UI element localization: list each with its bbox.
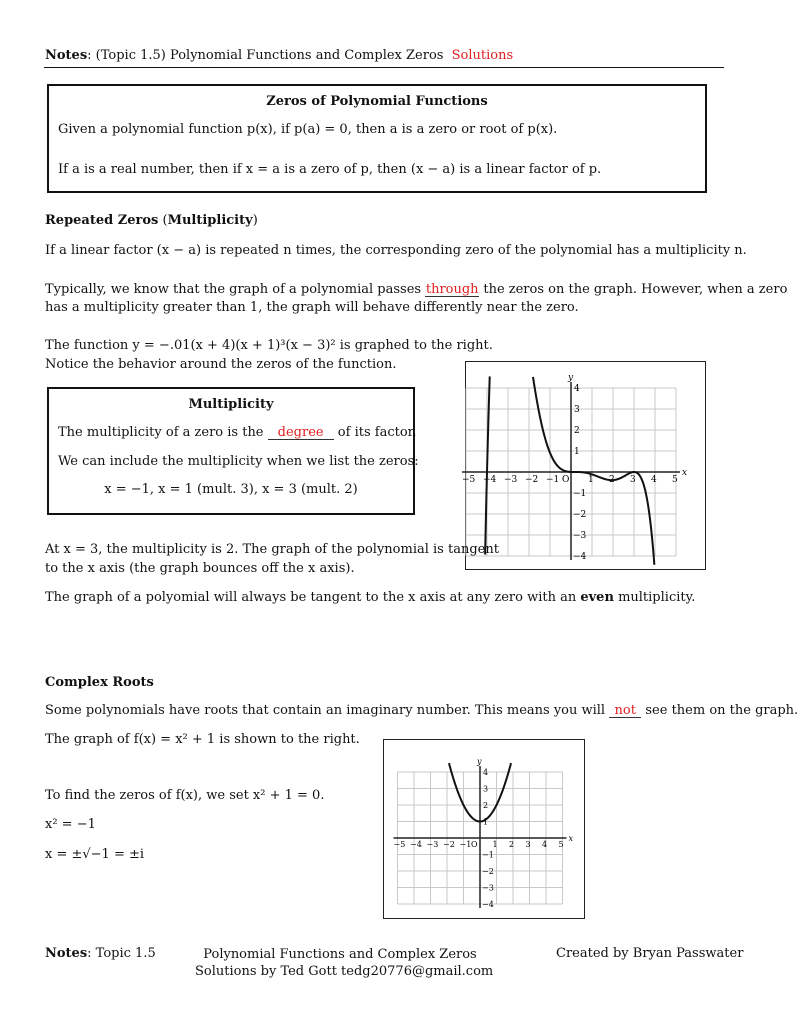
complex-line1 <box>45 703 798 718</box>
multiplicity-box <box>47 387 419 515</box>
multiplicity-line1 <box>58 425 417 440</box>
y-tick-label: 4 <box>574 384 580 394</box>
zeros-box-line1: Given a polynomial function p(x), if p(a) = 0, then a is a zero or root of p(x). <box>58 122 558 137</box>
repeated-zeros-heading <box>45 213 258 228</box>
x-tick-label: 5 <box>672 475 678 485</box>
x-tick-label: −2 <box>525 475 539 485</box>
zeros-definition-box <box>47 84 707 193</box>
x-tick-label: 3 <box>525 840 531 849</box>
zeros-box-title: Zeros of Polynomial Functions <box>266 94 488 109</box>
y-tick-label: 2 <box>574 426 580 436</box>
x-tick-label: O <box>471 840 478 849</box>
y-tick-label: 2 <box>483 801 489 810</box>
y-tick-label: −2 <box>573 510 587 520</box>
complex-line5: x = ±√−1 = ±i <box>45 847 145 862</box>
x-tick-label: 1 <box>492 840 498 849</box>
x-tick-label: −3 <box>504 475 518 485</box>
notes-label: Notes <box>45 48 88 63</box>
heading-repeated: Repeated Zeros <box>45 213 159 228</box>
x-tick-label: 4 <box>651 475 657 485</box>
y-tick-label: −2 <box>482 867 494 876</box>
complex-roots-heading: Complex Roots <box>45 675 154 690</box>
tangent-even: even <box>580 590 614 605</box>
page-header <box>45 48 513 63</box>
y-tick-label: −1 <box>573 489 587 499</box>
footer-topic: : Topic 1.5 <box>87 946 156 961</box>
x-tick-label: 2 <box>509 840 515 849</box>
zeros-box-line2: If a is a real number, then if x = a is a zero of p, then (x − a) is a linear factor of p. <box>58 162 602 177</box>
tangent-line1: At x = 3, the multiplicity is 2. The graph of the polynomial is tangent <box>45 542 499 557</box>
solutions-label: Solutions <box>451 48 514 63</box>
y-tick-label: −4 <box>482 900 494 909</box>
tangent-line3-after: multiplicity. <box>618 590 696 605</box>
x-axis-label: x <box>568 834 574 843</box>
function-line1: The function y = −.01(x + 4)(x + 1)³(x − 3)² is graphed to the right. <box>45 338 493 353</box>
x-tick-label: 5 <box>558 840 564 849</box>
complex-line3: To find the zeros of f(x), we set x² + 1 = 0. <box>45 788 325 803</box>
multiplicity-box-title: Multiplicity <box>188 397 274 412</box>
y-axis-label: y <box>568 373 574 383</box>
tangent-line2: to the x axis (the graph bounces off the x axis). <box>45 561 355 576</box>
y-tick-label: −3 <box>482 883 494 893</box>
polynomial-graph-frame <box>462 361 706 570</box>
polynomial-graph <box>462 362 705 569</box>
y-tick-label: 1 <box>574 447 580 457</box>
y-tick-label: −4 <box>573 552 587 562</box>
tangent-line3-before: The graph of a polyomial will always be tangent to the x axis at any zero with an <box>45 590 577 605</box>
parabola-graph-frame <box>383 739 585 919</box>
x-tick-label: −5 <box>393 840 406 849</box>
x-tick-label: −4 <box>410 840 422 849</box>
heading-paren-close: ) <box>252 213 258 228</box>
heading-paren-open: ( <box>158 213 168 228</box>
heading-multiplicity: Multiplicity <box>167 213 253 228</box>
y-tick-label: 4 <box>483 768 489 777</box>
footer-left <box>45 946 156 961</box>
mult-line1-after: of its factor. <box>337 425 417 440</box>
typically-line2: has a multiplicity greater than 1, the graph will behave differently near the zero. <box>45 300 579 315</box>
y-tick-label: 3 <box>483 784 489 794</box>
function-curve <box>485 376 654 564</box>
x-tick-label: −1 <box>459 840 472 849</box>
tangent-line3 <box>45 590 695 605</box>
complex-line4: x² = −1 <box>45 817 96 832</box>
y-tick-label: 3 <box>574 405 580 415</box>
x-tick-label: −2 <box>443 840 455 849</box>
y-axis-label: y <box>477 757 482 766</box>
footer-notes-label: Notes <box>45 946 88 961</box>
typically-line <box>45 282 787 297</box>
y-tick-label: 1 <box>483 817 489 827</box>
typically-after: the zeros on the graph. However, when a zero <box>483 282 788 297</box>
header-topic: : (Topic 1.5) Polynomial Functions and Complex Zeros <box>87 48 444 63</box>
x-tick-label: 3 <box>630 475 636 485</box>
mult-line1-before: The multiplicity of a zero is the <box>58 425 264 440</box>
complex-line1-before: Some polynomials have roots that contain an imaginary number. This means you will <box>45 703 606 718</box>
complex-line2: The graph of f(x) = x² + 1 is shown to the right. <box>45 732 360 747</box>
footer-author: Created by Bryan Passwater <box>556 946 744 961</box>
x-tick-label: −4 <box>483 475 497 485</box>
footer-center <box>195 946 494 980</box>
y-tick-label: −3 <box>573 531 587 541</box>
x-tick-label: O <box>562 475 570 485</box>
x-tick-label: 4 <box>542 840 548 849</box>
footer-credit: Solutions by Ted Gott tedg20776@gmail.com <box>195 964 494 979</box>
multiplicity-line3: x = −1, x = 1 (mult. 3), x = 3 (mult. 2) <box>104 482 358 497</box>
footer-title: Polynomial Functions and Complex Zeros <box>203 947 477 962</box>
parabola-graph <box>384 740 584 918</box>
blank-not: not <box>609 704 641 718</box>
multiplicity-line2: We can include the multiplicity when we list the zeros: <box>58 454 419 469</box>
blank-degree: degree <box>268 426 334 440</box>
y-tick-label: −1 <box>482 850 494 860</box>
x-tick-label: −5 <box>462 475 476 485</box>
complex-line1-after: see them on the graph. <box>645 703 798 718</box>
x-tick-label: 2 <box>609 475 615 485</box>
x-tick-label: −3 <box>426 840 439 849</box>
header-rule <box>44 67 724 68</box>
x-axis-label: x <box>682 468 688 478</box>
blank-through: through <box>425 282 479 297</box>
x-tick-label: 1 <box>588 475 594 485</box>
function-line2: Notice the behavior around the zeros of the function. <box>45 357 397 372</box>
repeated-line1: If a linear factor (x − a) is repeated n times, the corresponding zero of the polynomial has a multiplicity n. <box>45 243 747 258</box>
typically-before: Typically, we know that the graph of a polynomial passes <box>45 282 422 297</box>
x-tick-label: −1 <box>546 475 560 485</box>
